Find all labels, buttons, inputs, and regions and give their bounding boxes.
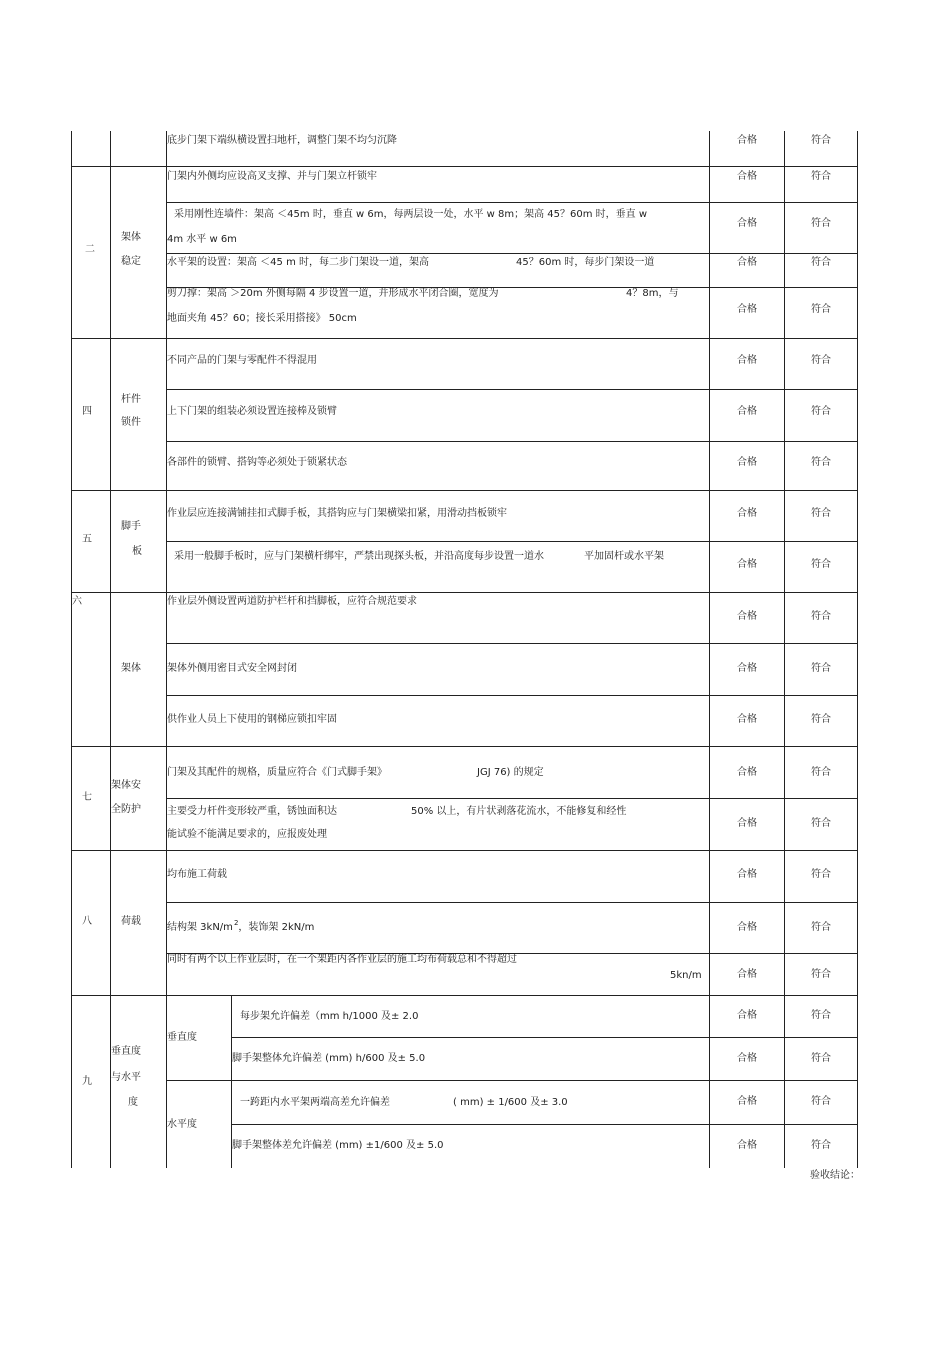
- grid-line: [166, 798, 858, 799]
- result-ok: 合格: [737, 869, 757, 880]
- grid-line: [231, 1124, 858, 1125]
- section-number: 二: [85, 244, 95, 255]
- section-category: 架体安: [111, 780, 141, 791]
- result-match: 符合: [811, 257, 831, 268]
- grid-line: [71, 746, 858, 747]
- item-text: 剪刀撑：架高 ＞20m 外侧每隔 4 步设置一道，并形成水平闭合圈，宽度为: [167, 288, 499, 299]
- acceptance-conclusion-label: 验收结论：: [810, 1170, 860, 1181]
- result-ok: 合格: [737, 559, 757, 570]
- section-category: 架体: [121, 663, 141, 674]
- result-ok: 合格: [737, 304, 757, 315]
- load-decorative: ，装饰架 2kN/m: [238, 922, 315, 933]
- grid-line: [71, 490, 858, 491]
- item-text: 同时有两个以上作业层时，在一个架距内各作业层的施工均布荷载总和不得超过: [167, 954, 517, 965]
- result-match: 符合: [811, 663, 831, 674]
- result-ok: 合格: [737, 1140, 757, 1151]
- grid-line: [166, 253, 858, 254]
- result-match: 符合: [811, 818, 831, 829]
- grid-line: [110, 131, 111, 1168]
- item-text: 供作业人员上下使用的钢梯应锁扣牢固: [167, 714, 337, 725]
- grid-line: [166, 643, 858, 644]
- grid-line: [71, 850, 858, 851]
- sub-category: 垂直度: [167, 1032, 197, 1043]
- item-text: 上下门架的组装必须设置连接棒及锁臂: [167, 406, 337, 417]
- result-match: 符合: [811, 767, 831, 778]
- result-ok: 合格: [737, 171, 757, 182]
- grid-line: [166, 202, 858, 203]
- result-ok: 合格: [737, 257, 757, 268]
- section-category: 与水平: [111, 1072, 141, 1083]
- result-ok: 合格: [737, 355, 757, 366]
- item-text: 平加固杆或水平架: [584, 551, 664, 562]
- item-text: 4？8m，与: [626, 288, 679, 299]
- sub-category: 水平度: [167, 1119, 197, 1130]
- grid-line: [71, 131, 72, 1168]
- item-text: 45？60m 时，每步门架设一道: [516, 257, 655, 268]
- result-match: 符合: [811, 922, 831, 933]
- result-ok: 合格: [737, 1053, 757, 1064]
- item-text: 地面夹角 45？60；接长采用搭接》 50cm: [167, 313, 357, 324]
- result-match: 符合: [811, 355, 831, 366]
- item-text: 架体外侧用密目式安全网封闭: [167, 663, 297, 674]
- item-text: 主要受力杆件变形较严重，锈蚀面积达: [167, 806, 337, 817]
- item-text: 门架及其配件的规格，质量应符合《门式脚手架》: [167, 767, 387, 778]
- item-text: 5kn/m: [670, 970, 702, 981]
- result-match: 符合: [811, 1140, 831, 1151]
- item-text: 采用刚性连墙件：架高 ＜45m 时，垂直 w 6m，每两层设一处，水平 w 8m；架高 45？60m 时，垂直 w: [174, 209, 648, 220]
- result-match: 符合: [811, 1096, 831, 1107]
- grid-line: [71, 338, 858, 339]
- result-ok: 合格: [737, 1010, 757, 1021]
- result-ok: 合格: [737, 135, 757, 146]
- result-ok: 合格: [737, 818, 757, 829]
- section-category: 荷载: [121, 916, 141, 927]
- result-match: 符合: [811, 869, 831, 880]
- item-text: 脚手架整体允许偏差 (mm) h/600 及± 5.0: [232, 1053, 426, 1064]
- grid-line: [71, 166, 858, 167]
- grid-line: [166, 441, 858, 442]
- result-match: 符合: [811, 611, 831, 622]
- item-text: 底步门架下端纵横设置扫地杆，调整门架不均匀沉降: [167, 135, 397, 146]
- item-text: 50% 以上，有片状剥落花流水，不能修复和经性: [411, 806, 627, 817]
- result-match: 符合: [811, 304, 831, 315]
- result-match: 符合: [811, 171, 831, 182]
- item-text: 脚手架整体差允许偏差 (mm) ±1/600 及± 5.0: [232, 1140, 444, 1151]
- item-text: [167, 921, 314, 935]
- result-match: 符合: [811, 1053, 831, 1064]
- item-text: 各部件的锁臂、搭钩等必须处于锁紧状态: [167, 457, 347, 468]
- result-match: 符合: [811, 457, 831, 468]
- result-ok: 合格: [737, 406, 757, 417]
- load-structural: 结构架 3kN/m: [167, 922, 233, 933]
- section-number: 四: [82, 406, 92, 417]
- item-text: ( mm) ± 1/600 及± 3.0: [453, 1097, 568, 1108]
- section-category: 架体: [121, 232, 141, 243]
- result-match: 符合: [811, 135, 831, 146]
- grid-line: [71, 592, 858, 593]
- section-category: 锁件: [121, 417, 141, 428]
- result-ok: 合格: [737, 508, 757, 519]
- result-match: 符合: [811, 714, 831, 725]
- section-category: 全防护: [111, 804, 141, 815]
- grid-line: [166, 389, 858, 390]
- result-ok: 合格: [737, 1096, 757, 1107]
- result-ok: 合格: [737, 663, 757, 674]
- section-category: 稳定: [121, 256, 141, 267]
- grid-line: [166, 1080, 858, 1081]
- result-ok: 合格: [737, 969, 757, 980]
- section-category: 垂直度: [111, 1046, 141, 1057]
- result-match: 符合: [811, 406, 831, 417]
- section-number: 七: [82, 792, 92, 803]
- result-match: 符合: [811, 508, 831, 519]
- result-ok: 合格: [737, 218, 757, 229]
- superscript: 2: [233, 919, 239, 927]
- item-text: 不同产品的门架与零配件不得混用: [167, 355, 317, 366]
- result-ok: 合格: [737, 611, 757, 622]
- section-number: 六: [72, 596, 82, 607]
- grid-line: [71, 995, 858, 996]
- item-text: JGJ 76) 的规定: [477, 767, 544, 778]
- grid-line: [231, 1037, 858, 1038]
- item-text: 作业层外侧设置两道防护栏杆和挡脚板，应符合规范要求: [167, 596, 417, 607]
- result-ok: 合格: [737, 714, 757, 725]
- section-number: 八: [82, 916, 92, 927]
- section-number: 九: [82, 1076, 92, 1087]
- result-match: 符合: [811, 218, 831, 229]
- result-match: 符合: [811, 559, 831, 570]
- item-text: 一跨距内水平架两端高差允许偏差: [240, 1097, 390, 1108]
- grid-line: [166, 902, 858, 903]
- result-ok: 合格: [737, 922, 757, 933]
- item-text: 4m 水平 w 6m: [167, 234, 237, 245]
- section-number: 五: [82, 534, 92, 545]
- section-category: 度: [128, 1097, 138, 1108]
- result-match: 符合: [811, 1010, 831, 1021]
- item-text: 水平架的设置：架高 ＜45 m 时，每二步门架设一道，架高: [167, 257, 430, 268]
- item-text: 采用一般脚手板时，应与门架横杆绑牢，严禁出现探头板，并沿高度每步设置一道水: [174, 551, 544, 562]
- section-category: 脚手: [121, 521, 141, 532]
- grid-line: [166, 695, 858, 696]
- result-match: 符合: [811, 969, 831, 980]
- result-ok: 合格: [737, 767, 757, 778]
- item-text: 均布施工荷载: [167, 869, 227, 880]
- section-category: 杆件: [121, 394, 141, 405]
- item-text: 门架内外侧均应设高叉支撑、并与门架立杆锁牢: [167, 171, 377, 182]
- item-text: 能试验不能满足要求的，应报废处理: [167, 829, 327, 840]
- item-text: 作业层应连接满铺挂扣式脚手板，其搭钩应与门架横梁扣紧，用滑动挡板锁牢: [167, 508, 507, 519]
- result-ok: 合格: [737, 457, 757, 468]
- section-category: 板: [132, 546, 142, 557]
- grid-line: [166, 541, 858, 542]
- item-text: 每步架允许偏差（mm h/1000 及± 2.0: [240, 1011, 419, 1022]
